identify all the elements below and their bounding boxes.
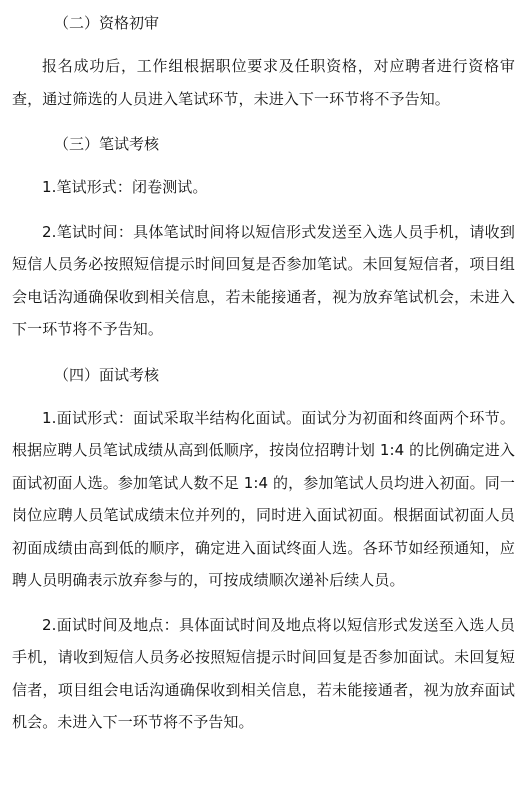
- written-exam-time: 2.笔试时间：具体笔试时间将以短信形式发送至入选人员手机，请收到短信人员务必按照短信提示时间回复是否参加笔试。未回复短信者，项目组会电话沟通确保收到相关信息，若未能接通者，视为放弃笔试机会，未进入下一环节将不予告知。: [12, 222, 515, 338]
- section-heading-qualification: （二）资格初审: [54, 14, 160, 32]
- qualification-paragraph: 报名成功后，工作组根据职位要求及任职资格，对应聘者进行资格审查，通过筛选的人员进入笔试环节，未进入下一环节将不予告知。: [12, 57, 515, 108]
- interview-time-location: 2.面试时间及地点：具体面试时间及地点将以短信形式发送至入选人员手机，请收到短信人员务必按照短信提示时间回复是否参加面试。未回复短信者，项目组会电话沟通确保收到相关信息，若未能接通者，视为放弃面试机会。未进入下一环节将不予告知。: [12, 615, 515, 731]
- written-exam-format: 1.笔试形式：闭卷测试。: [42, 178, 208, 196]
- interview-format: 1.面试形式：面试采取半结构化面试。面试分为初面和终面两个环节。根据应聘人员笔试成绩从高到低顺序，按岗位招聘计划 1:4 的比例确定进入面试初面人选。参加笔试人数不足 1:4 的，参加笔试人员均进入初面。同一岗位应聘人员笔试成绩末位并列的，同时进入面试初面。根据面试初面人员初面成绩由高到低的顺序，确定进入面试终面人选。各环节如经预通知，应聘人员明确表示放弃参与的，可按成绩顺次递补后续人员。: [12, 408, 515, 589]
- section-heading-interview: （四）面试考核: [54, 365, 160, 384]
- section-heading-written-exam: （三）笔试考核: [54, 135, 160, 153]
